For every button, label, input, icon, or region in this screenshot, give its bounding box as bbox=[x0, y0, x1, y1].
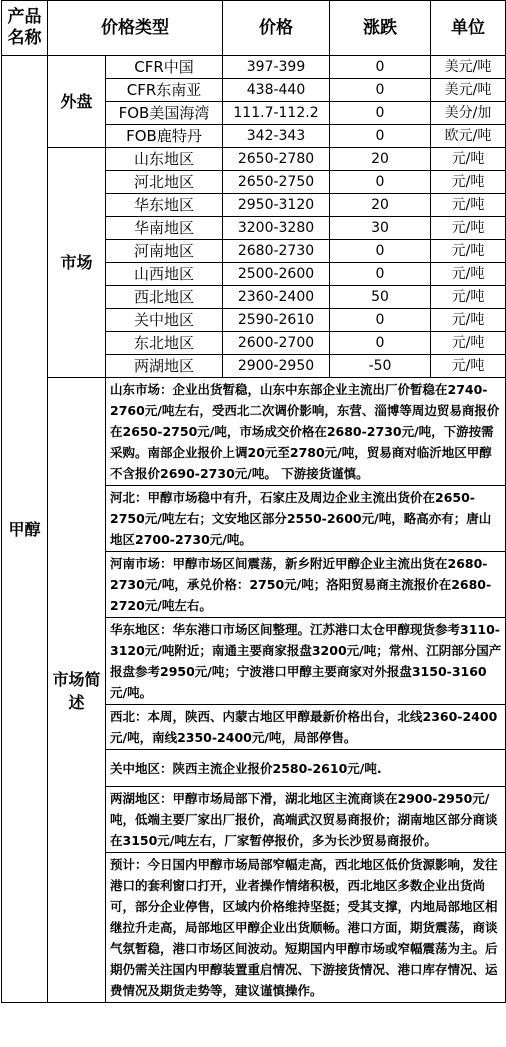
note-lianghu: 两湖地区：甲醇市场局部下滑，湖北地区主流商谈在2900-2950元/吨，低端主要厂家出厂报价，高端武汉贸易商报价；湖南地区部分商谈在3150元/吨左右，厂家暂停报价，多为长沙贸易商报价。 bbox=[106, 787, 506, 853]
change-cell: 20 bbox=[330, 148, 431, 171]
price-type-cell: 河南地区 bbox=[106, 240, 223, 263]
price-cell: 2600-2700 bbox=[223, 332, 330, 355]
change-cell: 0 bbox=[330, 79, 431, 102]
price-cell: 3200-3280 bbox=[223, 217, 330, 240]
price-cell: 2950-3120 bbox=[223, 194, 330, 217]
group-market: 市场 bbox=[48, 148, 106, 378]
note-east-china: 华东地区：华东港口市场区间整理。江苏港口太仓甲醇现货参考3110-3120元/吨附近；南通主要商家报盘3200元/吨；常州、江阴部分国产报盘参考2950元/吨；宁波港口甲醇主要商家对外报盘3150-3160元/吨。 bbox=[106, 618, 506, 705]
group-summary: 市场简述 bbox=[48, 378, 106, 1003]
price-cell: 2900-2950 bbox=[223, 355, 330, 378]
price-cell: 111.7-112.2 bbox=[223, 102, 330, 125]
note-row bbox=[2, 378, 506, 486]
unit-cell: 元/吨 bbox=[431, 194, 506, 217]
table-row bbox=[2, 148, 506, 171]
header-price-type: 价格类型 bbox=[48, 1, 223, 56]
price-type-cell: CFR东南亚 bbox=[106, 79, 223, 102]
price-cell: 397-399 bbox=[223, 56, 330, 79]
unit-cell: 美元/吨 bbox=[431, 79, 506, 102]
change-cell: 0 bbox=[330, 332, 431, 355]
price-type-cell: 西北地区 bbox=[106, 286, 223, 309]
change-cell: 50 bbox=[330, 286, 431, 309]
unit-cell: 元/吨 bbox=[431, 148, 506, 171]
change-cell: 0 bbox=[330, 240, 431, 263]
change-cell: 0 bbox=[330, 171, 431, 194]
price-type-cell: 关中地区 bbox=[106, 309, 223, 332]
header-price: 价格 bbox=[223, 1, 330, 56]
price-type-cell: 东北地区 bbox=[106, 332, 223, 355]
change-cell: 0 bbox=[330, 309, 431, 332]
methanol-price-table bbox=[1, 0, 506, 1003]
price-type-cell: 山西地区 bbox=[106, 263, 223, 286]
price-cell: 342-343 bbox=[223, 125, 330, 148]
header-unit: 单位 bbox=[431, 1, 506, 56]
price-cell: 2680-2730 bbox=[223, 240, 330, 263]
price-type-cell: 两湖地区 bbox=[106, 355, 223, 378]
price-cell: 438-440 bbox=[223, 79, 330, 102]
unit-cell: 元/吨 bbox=[431, 332, 506, 355]
price-type-cell: FOB美国海湾 bbox=[106, 102, 223, 125]
unit-cell: 元/吨 bbox=[431, 263, 506, 286]
unit-cell: 元/吨 bbox=[431, 355, 506, 378]
unit-cell: 元/吨 bbox=[431, 240, 506, 263]
change-cell: -50 bbox=[330, 355, 431, 378]
unit-cell: 元/吨 bbox=[431, 171, 506, 194]
price-type-cell: CFR中国 bbox=[106, 56, 223, 79]
price-cell: 2500-2600 bbox=[223, 263, 330, 286]
note-shandong: 山东市场：企业出货暂稳，山东中东部企业主流出厂价暂稳在2740-2760元/吨左右，受西北二次调价影响，东营、淄博等周边贸易商报价在2650-2750元/吨，市场成交价格在2680-2730元/吨，下游按需采购。南部企业报价上调20元至2780元/吨，贸易商对临沂地区甲醇不含报价2690-2730元/吨。 下游接货谨慎。 bbox=[106, 378, 506, 486]
price-cell: 2650-2750 bbox=[223, 171, 330, 194]
change-cell: 0 bbox=[330, 263, 431, 286]
header-change: 涨跌 bbox=[330, 1, 431, 56]
price-type-cell: 华东地区 bbox=[106, 194, 223, 217]
unit-cell: 美元/吨 bbox=[431, 56, 506, 79]
note-northwest: 西北：本周，陕西、内蒙古地区甲醇最新价格出台，北线2360-2400元/吨，南线2350-2400元/吨，局部停售。 bbox=[106, 705, 506, 750]
price-type-cell: FOB鹿特丹 bbox=[106, 125, 223, 148]
header-product-name: 产品名称 bbox=[2, 1, 48, 56]
price-cell: 2360-2400 bbox=[223, 286, 330, 309]
price-cell: 2590-2610 bbox=[223, 309, 330, 332]
price-type-cell: 山东地区 bbox=[106, 148, 223, 171]
unit-cell: 元/吨 bbox=[431, 217, 506, 240]
price-type-cell: 河北地区 bbox=[106, 171, 223, 194]
unit-cell: 欧元/吨 bbox=[431, 125, 506, 148]
note-hebei: 河北：甲醇市场稳中有升，石家庄及周边企业主流出货价在2650-2750元/吨左右；文安地区部分2550-2600元/吨，略高亦有；唐山地区2700-2730元/吨。 bbox=[106, 486, 506, 552]
note-henan: 河南市场：甲醇市场区间震荡，新乡附近甲醇企业主流出货在2680-2730元/吨，承兑价格：2750元/吨；洛阳贸易商主流报价在2680-2720元/吨左右。 bbox=[106, 552, 506, 618]
change-cell: 0 bbox=[330, 56, 431, 79]
price-type-cell: 华南地区 bbox=[106, 217, 223, 240]
group-foreign: 外盘 bbox=[48, 56, 106, 148]
change-cell: 0 bbox=[330, 125, 431, 148]
unit-cell: 元/吨 bbox=[431, 309, 506, 332]
change-cell: 0 bbox=[330, 102, 431, 125]
product-name-cell: 甲醇 bbox=[2, 56, 48, 1003]
note-forecast: 预计：今日国内甲醇市场局部窄幅走高，西北地区低价货源影响，发往港口的套利窗口打开，业者操作情绪积极，西北地区多数企业出货尚可，部分企业停售，区域内价格维持坚挺；受其支撑，内地局部地区相继拉升走高，局部地区甲醇企业出货顺畅。港口方面，期货震荡，商谈气氛暂稳，港口市场区间波动。短期国内甲醇市场或窄幅震荡为主。后期仍需关注国内甲醇装置重启情况、下游接货情况、港口库存情况、运费情况及期货走势等，建议谨慎操作。 bbox=[106, 853, 506, 1003]
header-row bbox=[2, 1, 506, 56]
unit-cell: 美分/加 bbox=[431, 102, 506, 125]
change-cell: 20 bbox=[330, 194, 431, 217]
note-guanzhong: 关中地区：陕西主流企业报价2580-2610元/吨. bbox=[106, 750, 506, 787]
price-cell: 2650-2780 bbox=[223, 148, 330, 171]
table-row bbox=[2, 56, 506, 79]
change-cell: 30 bbox=[330, 217, 431, 240]
unit-cell: 元/吨 bbox=[431, 286, 506, 309]
